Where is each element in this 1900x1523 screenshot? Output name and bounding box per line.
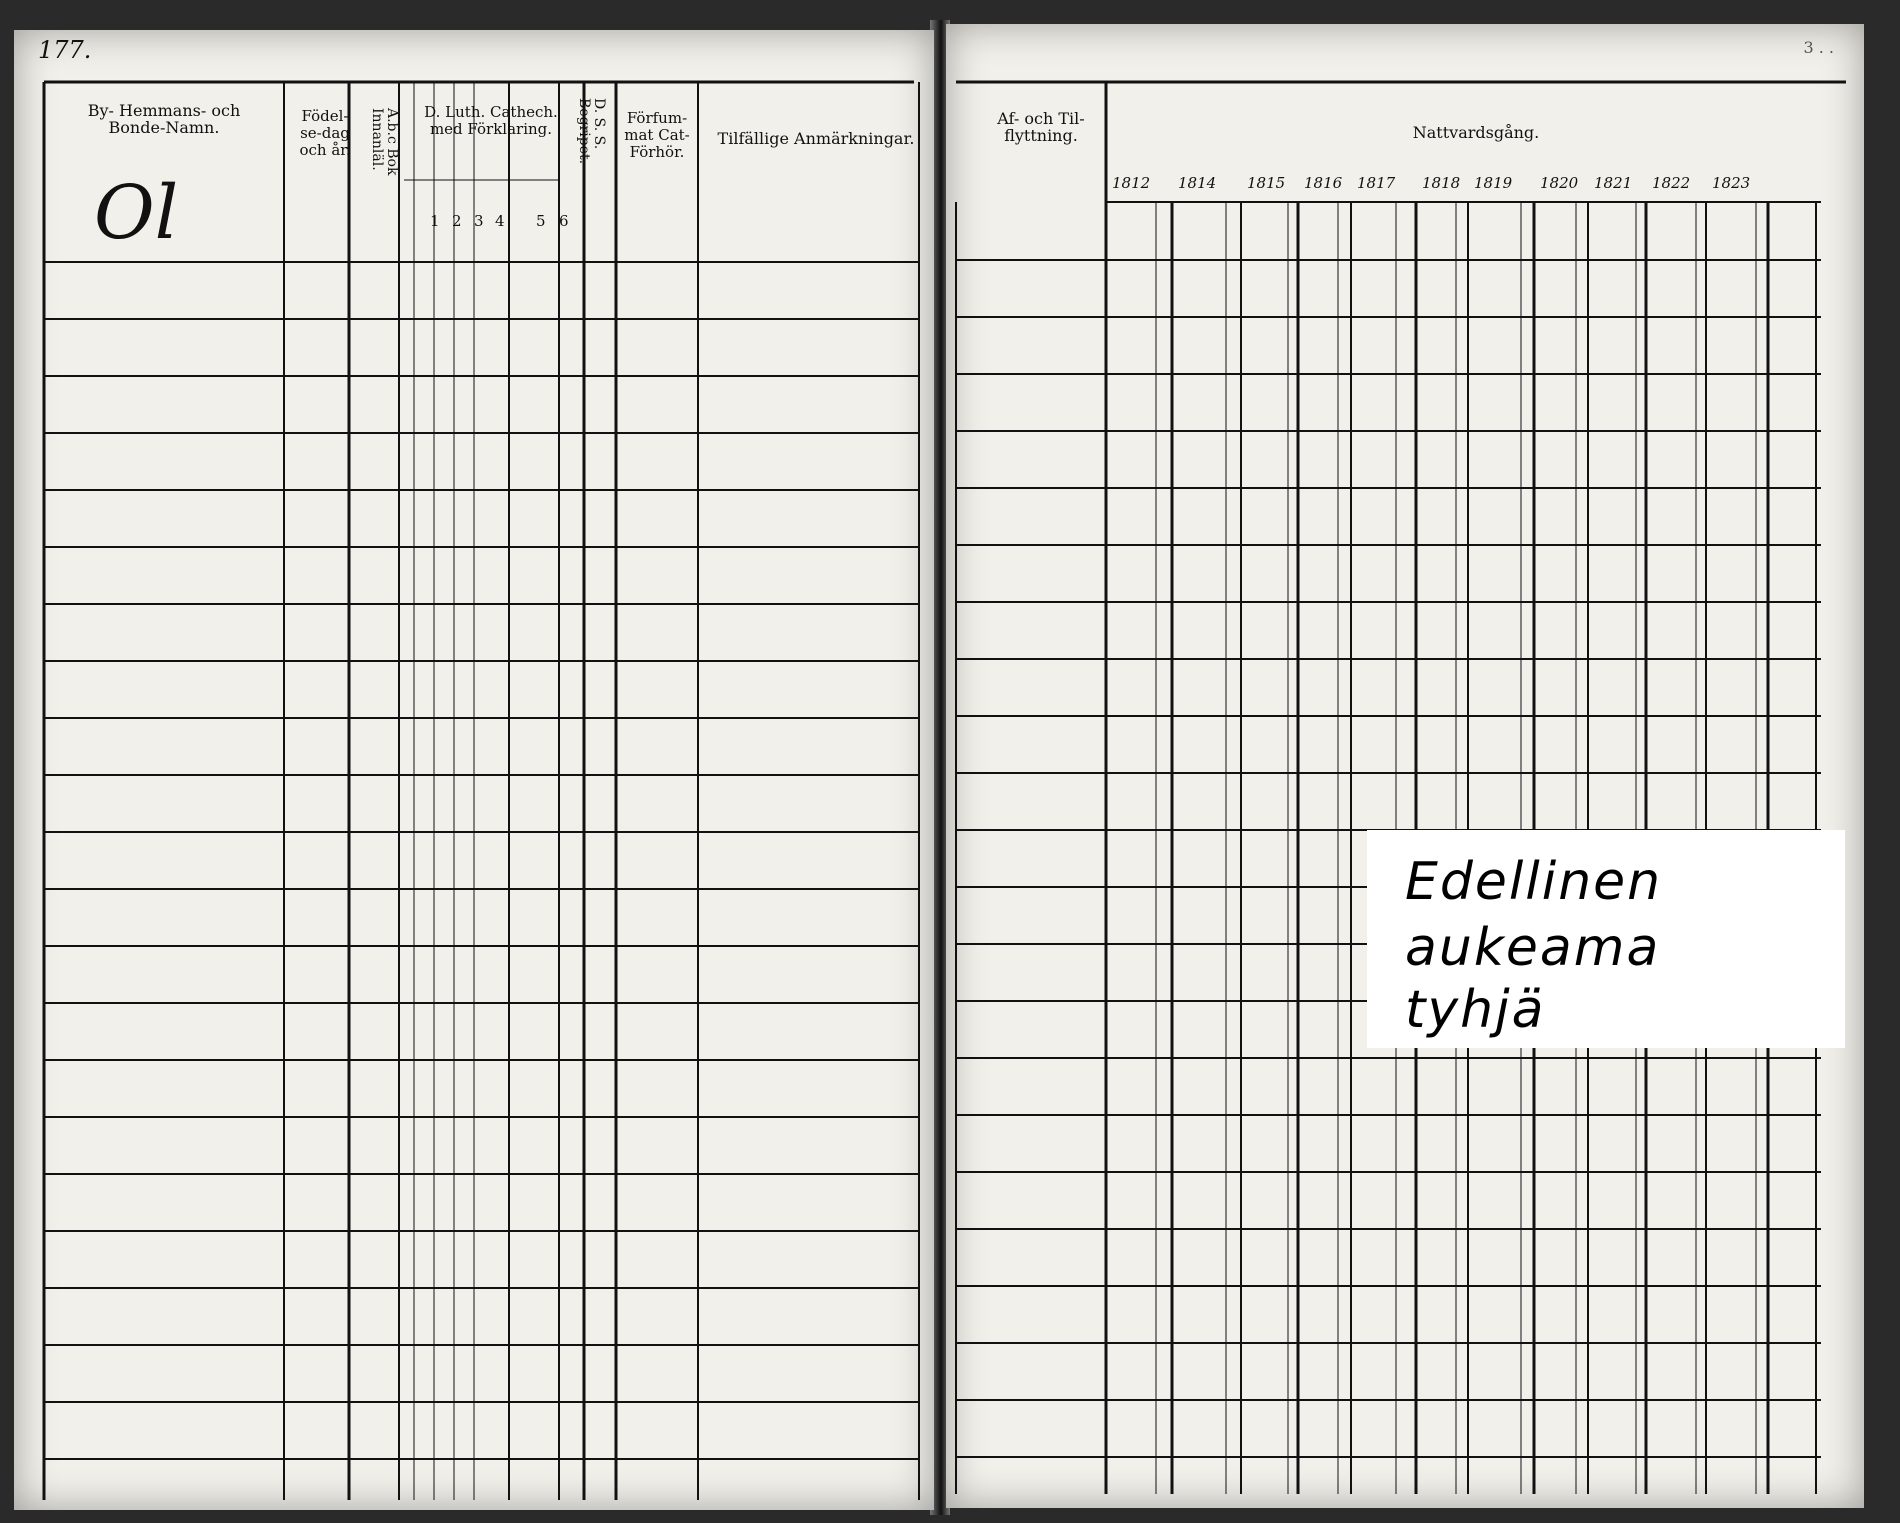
note-line-3: tyhjä — [1405, 980, 1546, 1040]
header-name-column: By- Hemmans- och Bonde-Namn. — [87, 101, 241, 137]
pasted-note — [1367, 830, 1845, 1048]
header-moving-column: Af- och Til- flyttning. — [997, 109, 1085, 145]
year-label: 1821 — [1594, 174, 1633, 192]
handwritten-initial: Ol — [94, 170, 179, 256]
year-label: 1817 — [1357, 174, 1396, 192]
page-number: 177. — [38, 36, 92, 64]
header-birth-column: Födel- se-dag och år. — [299, 107, 351, 159]
note-line-1: Edellinen — [1405, 852, 1663, 912]
left-page — [14, 30, 934, 1510]
catechism-subcolumn-label: 6 — [559, 212, 569, 230]
header-catechism-column: D. Luth. Cathech. med Förklaring. — [424, 103, 558, 138]
year-label: 1819 — [1474, 174, 1513, 192]
year-label: 1812 — [1112, 174, 1151, 192]
year-label: 1820 — [1540, 174, 1579, 192]
header-communion-column: Nattvardsgång. — [1412, 123, 1540, 142]
catechism-subcolumn-label: 1 — [430, 212, 440, 230]
year-label: 1822 — [1652, 174, 1691, 192]
year-label: 1815 — [1247, 174, 1286, 192]
note-line-2: aukeama — [1405, 918, 1661, 978]
year-label: 1816 — [1304, 174, 1343, 192]
header-abc-column: A.b.c Bok Innanläl. — [369, 108, 400, 176]
year-label: 1823 — [1712, 174, 1751, 192]
header-dss-column: D. S. S. Begripet. — [576, 98, 607, 165]
corner-mark: 3 . . — [1803, 38, 1834, 57]
right-ruled-grid — [946, 24, 1864, 1508]
catechism-subcolumn-label: 5 — [536, 212, 546, 230]
year-label: 1818 — [1422, 174, 1461, 192]
year-label: 1814 — [1178, 174, 1217, 192]
catechism-subcolumn-label: 4 — [495, 212, 505, 230]
header-remarks-column: Tilfällige Anmärkningar. — [717, 129, 915, 148]
catechism-subcolumn-label: 2 — [452, 212, 462, 230]
header-forsumat-column: Förfum- mat Cat- Förhör. — [624, 109, 690, 161]
catechism-subcolumn-label: 3 — [474, 212, 484, 230]
right-page — [946, 24, 1864, 1508]
